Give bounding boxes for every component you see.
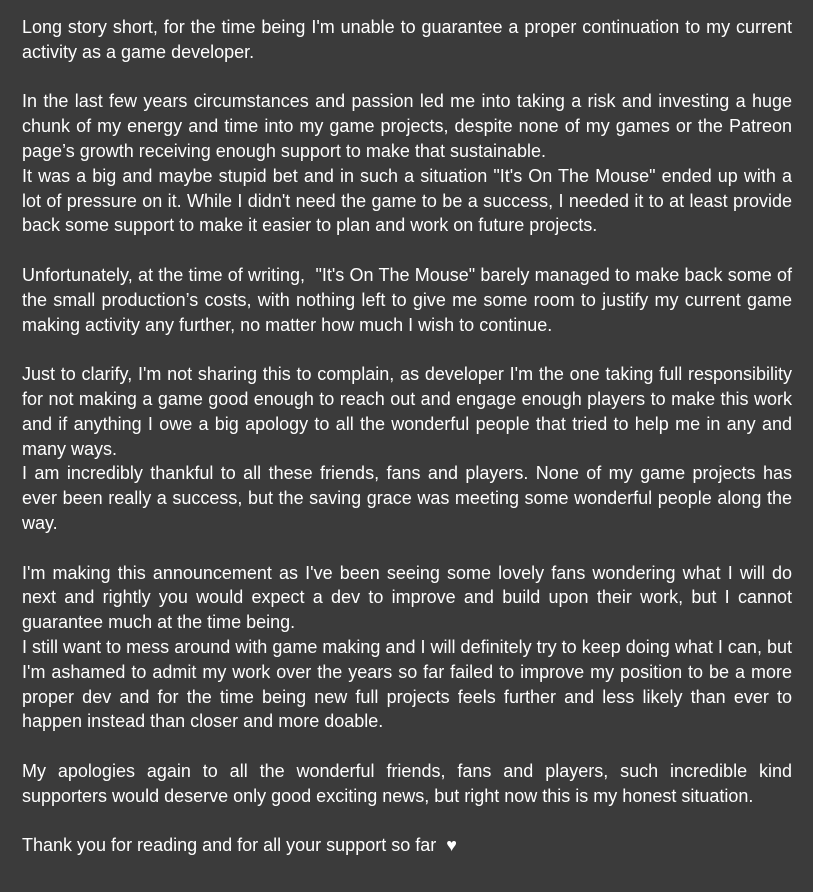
paragraph-announcement: I'm making this announcement as I've been seeing some lovely fans wondering what I will do next and rightly you would expect a dev to improve and build upon their work, but I cannot guarantee much at the time being.: [22, 562, 798, 633]
paragraph-risk: In the last few years circumstances and passion led me into taking a risk and investing a huge chunk of my energy and time into my game projects, despite none of my games or the Patreon page’s growth receiving enough support to make that sustainable.: [22, 91, 798, 161]
paragraph-closing: Thank you for reading and for all your support so far ♥: [22, 835, 457, 856]
paragraph-bet: It was a big and maybe stupid bet and in such a situation "It's On The Mouse" ended up with a lot of pressure on it. While I didn't need the game to be a success, I needed it to at least provide back some support to make it easier to plan and work on future projects.: [22, 165, 798, 236]
paragraph-gap: [22, 536, 792, 561]
paragraph-gap: [22, 65, 792, 90]
paragraph-gap: [22, 337, 792, 362]
paragraph-clarify: Just to clarify, I'm not sharing this to complain, as developer I'm the one taking full responsibility for not making a game good enough to reach out and engage enough players to make this work and if anything I owe a big apology to all the wonderful people that tried to help me in any and many ways.: [22, 364, 798, 459]
paragraph-gap: [22, 809, 792, 834]
announcement-text: [22, 15, 798, 858]
paragraph-results: Unfortunately, at the time of writing, "It's On The Mouse" barely managed to make back some of the small production’s costs, with nothing left to give me some room to justify my current game making activity any further, no matter how much I wish to continue.: [22, 264, 798, 335]
paragraph-thanks-fans: I am incredibly thankful to all these friends, fans and players. None of my game projects has ever been really a success, but the saving grace was meeting some wonderful people along the way.: [22, 463, 798, 533]
paragraph-intro: Long story short, for the time being I'm unable to guarantee a proper continuation to my current activity as a game developer.: [22, 17, 798, 62]
paragraph-gap: [22, 734, 792, 759]
paragraph-gap: [22, 238, 792, 263]
paragraph-apologies: My apologies again to all the wonderful friends, fans and players, such incredible kind supporters would deserve only good exciting news, but right now this is my honest situation.: [22, 760, 798, 806]
paragraph-future: I still want to mess around with game making and I will definitely try to keep doing what I can, but I'm ashamed to admit my work over the years so far failed to improve my position to be a more proper dev and for the time being new full projects feels further and less likely than ever to happen instead than closer and more doable.: [22, 636, 798, 732]
